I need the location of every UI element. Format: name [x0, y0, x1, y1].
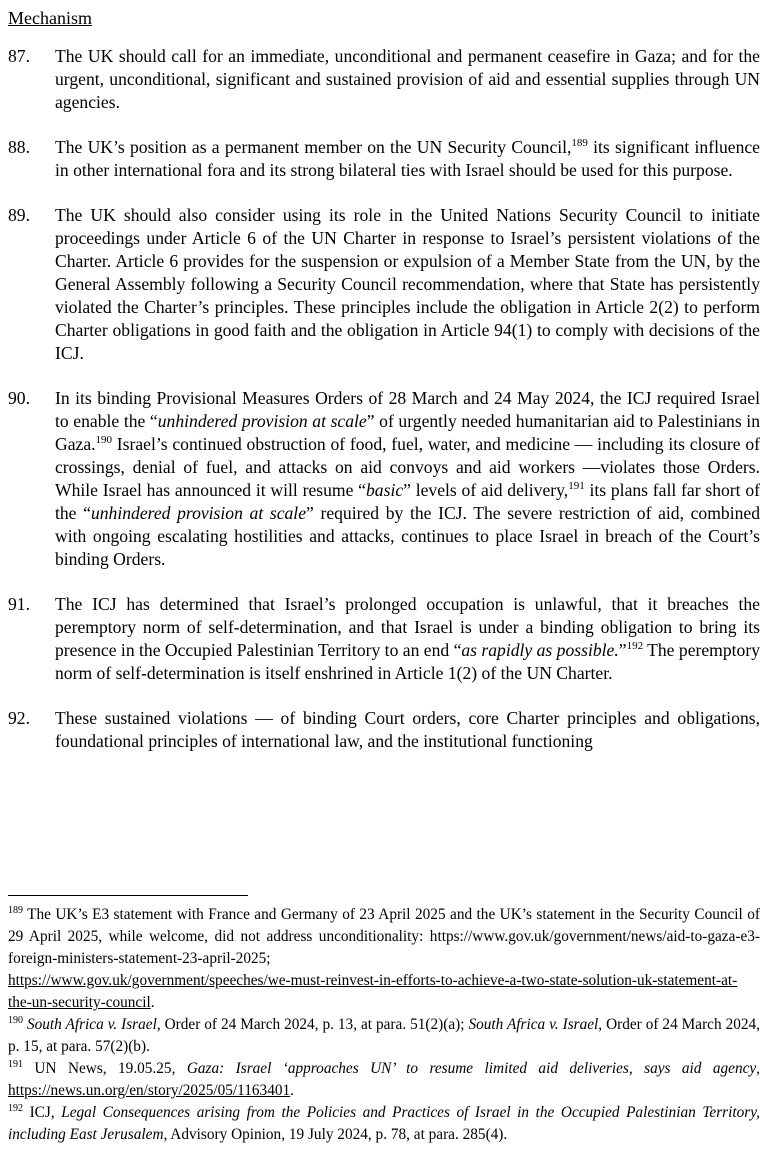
document-page: [8, 6, 760, 753]
footnote-text: ,: [756, 1060, 760, 1077]
footnote-text: , Advisory Opinion, 19 July 2024, p. 78, at para. 285(4).: [163, 1126, 508, 1143]
paragraph-number: 90.: [8, 388, 30, 408]
footnote-189: [8, 904, 760, 1014]
italic-quote: as rapidly as possible.: [461, 640, 619, 660]
text-run: ” of urgently needed humanitarian aid to Palestinians in Gaza.: [55, 411, 760, 454]
article-title: Gaza: Israel ‘approaches UN’ to resume limited aid deliveries, says aid agency: [186, 1060, 757, 1077]
footnote-text: , Order of 24 March 2024, p. 15, at para. 57(2)(b).: [8, 1016, 760, 1055]
paragraph-text: [55, 136, 760, 182]
case-name: South Africa v. Israel: [26, 1016, 157, 1033]
paragraph-number: 87.: [8, 46, 30, 66]
footnote-text: .: [290, 1082, 294, 1099]
text-run: The peremptory norm of self-determination is itself enshrined in Article 1(2) of the UN Charter.: [55, 640, 760, 683]
paragraph-number: 92.: [8, 708, 30, 728]
footnote-ref-190[interactable]: 190: [95, 434, 113, 446]
text-run: its plans fall far short of the “: [55, 480, 760, 523]
footnote-ref-189[interactable]: 189: [571, 137, 588, 149]
section-heading: Mechanism: [8, 8, 92, 28]
paragraph-92: [8, 707, 760, 753]
italic-quote: unhindered provision at scale: [157, 411, 367, 431]
footnote-ref-192[interactable]: 192: [626, 640, 644, 652]
paragraph-number: 88.: [8, 137, 30, 157]
case-name: South Africa v. Israel: [468, 1016, 599, 1033]
footnote-separator: [8, 895, 248, 896]
text-run: Israel’s continued obstruction of food, fuel, water, and medicine — including its closure of crossings, denial of fuel, and attacks on aid convoys and aid workers —violates those Orders. While Israel has announced it will resume “: [55, 434, 760, 500]
paragraph-text: These sustained violations — of binding Court orders, core Charter principles and obligations, foundational principles of international law, and the institutional functioning: [55, 708, 760, 751]
text-run: ” required by the ICJ. The severe restriction of aid, combined with ongoing escalating hostilities and attacks, continues to place Israel in breach of the Court’s binding Orders.: [55, 503, 761, 569]
footnote-text: ICJ,: [23, 1104, 62, 1121]
footnote-text: .: [150, 994, 155, 1011]
paragraph-89: [8, 204, 760, 365]
footnote-191: [8, 1058, 760, 1102]
footnote-192: [8, 1102, 760, 1146]
footnote-text: UN News, 19.05.25,: [23, 1060, 187, 1077]
text-run: The ICJ has determined that Israel’s prolonged occupation is unlawful, that it breaches the peremptory norm of self-determination, and that Israel is under a binding obligation to bring its presence in the Occupied Palestinian Territory to an end “: [55, 594, 760, 660]
paragraph-87: [8, 45, 760, 114]
footnote-number: 192: [8, 1103, 23, 1114]
paragraph-90: [8, 387, 760, 571]
footnote-link[interactable]: https://www.gov.uk/government/speeches/we-must-reinvest-in-efforts-to-achieve-a-two-state-solution-uk-statement-at-the-un-security-council: [8, 972, 738, 1011]
footnote-190: [8, 1014, 760, 1058]
footnote-number: 190: [8, 1015, 23, 1026]
footnote-ref-191[interactable]: 191: [568, 480, 585, 492]
paragraph-text: [55, 387, 760, 571]
footnote-number: 189: [8, 905, 23, 916]
footnote-link[interactable]: https://news.un.org/en/story/2025/05/1163401: [8, 1082, 291, 1099]
paragraph-number: 89.: [8, 205, 30, 225]
text-run: The UK’s position as a permanent member on the UN Security Council,: [55, 137, 572, 157]
paragraph-88: [8, 136, 760, 182]
paragraph-text: The UK should also consider using its role in the United Nations Security Council to initiate proceedings under Article 6 of the UN Charter in response to Israel’s persistent violations of the Charter. Article 6 provides for the suspension or expulsion of a Member State from the UN, by the General Assembly following a Security Council recommendation, where that State has persistently violated the Charter’s principles. These principles include the obligation in Article 2(2) to perform Charter obligations in good faith and the obligation in Article 94(1) to comply with decisions of the ICJ.: [55, 205, 760, 363]
paragraph-text: [55, 593, 760, 685]
text-run: its significant influence in other international fora and its strong bilateral ties with Israel should be used for this purpose.: [55, 137, 760, 180]
footnote-text: , Order of 24 March 2024, p. 13, at para. 51(2)(a);: [156, 1016, 469, 1033]
footnote-link-plain: https://www.gov.uk/government/news/aid-to-gaza-e3-foreign-ministers-statement-23-april-2025;: [8, 928, 761, 967]
footnote-text: The UK’s E3 statement with France and Germany of 23 April 2025 and the UK’s statement in the Security Council of 29 April 2025, while welcome, did not address unconditionality:: [8, 906, 760, 945]
paragraph-number: 91.: [8, 594, 30, 614]
paragraph-text: The UK should call for an immediate, unconditional and permanent ceasefire in Gaza; and for the urgent, unconditional, significant and sustained provision of aid and essential supplies through UN agencies.: [55, 46, 760, 112]
text-run: ”: [618, 640, 627, 660]
opinion-title: Legal Consequences arising from the Policies and Practices of Israel in the Occupied Palestinian Territory, including East Jerusalem: [8, 1104, 760, 1143]
italic-quote: unhindered provision at scale: [90, 503, 307, 523]
footnotes: [8, 904, 760, 1146]
italic-quote: basic: [366, 480, 404, 500]
footnote-number: 191: [8, 1059, 23, 1070]
paragraph-91: [8, 593, 760, 685]
text-run: In its binding Provisional Measures Orders of 28 March and 24 May 2024, the ICJ required Israel to enable the “: [55, 388, 760, 431]
text-run: ” levels of aid delivery,: [403, 480, 569, 500]
